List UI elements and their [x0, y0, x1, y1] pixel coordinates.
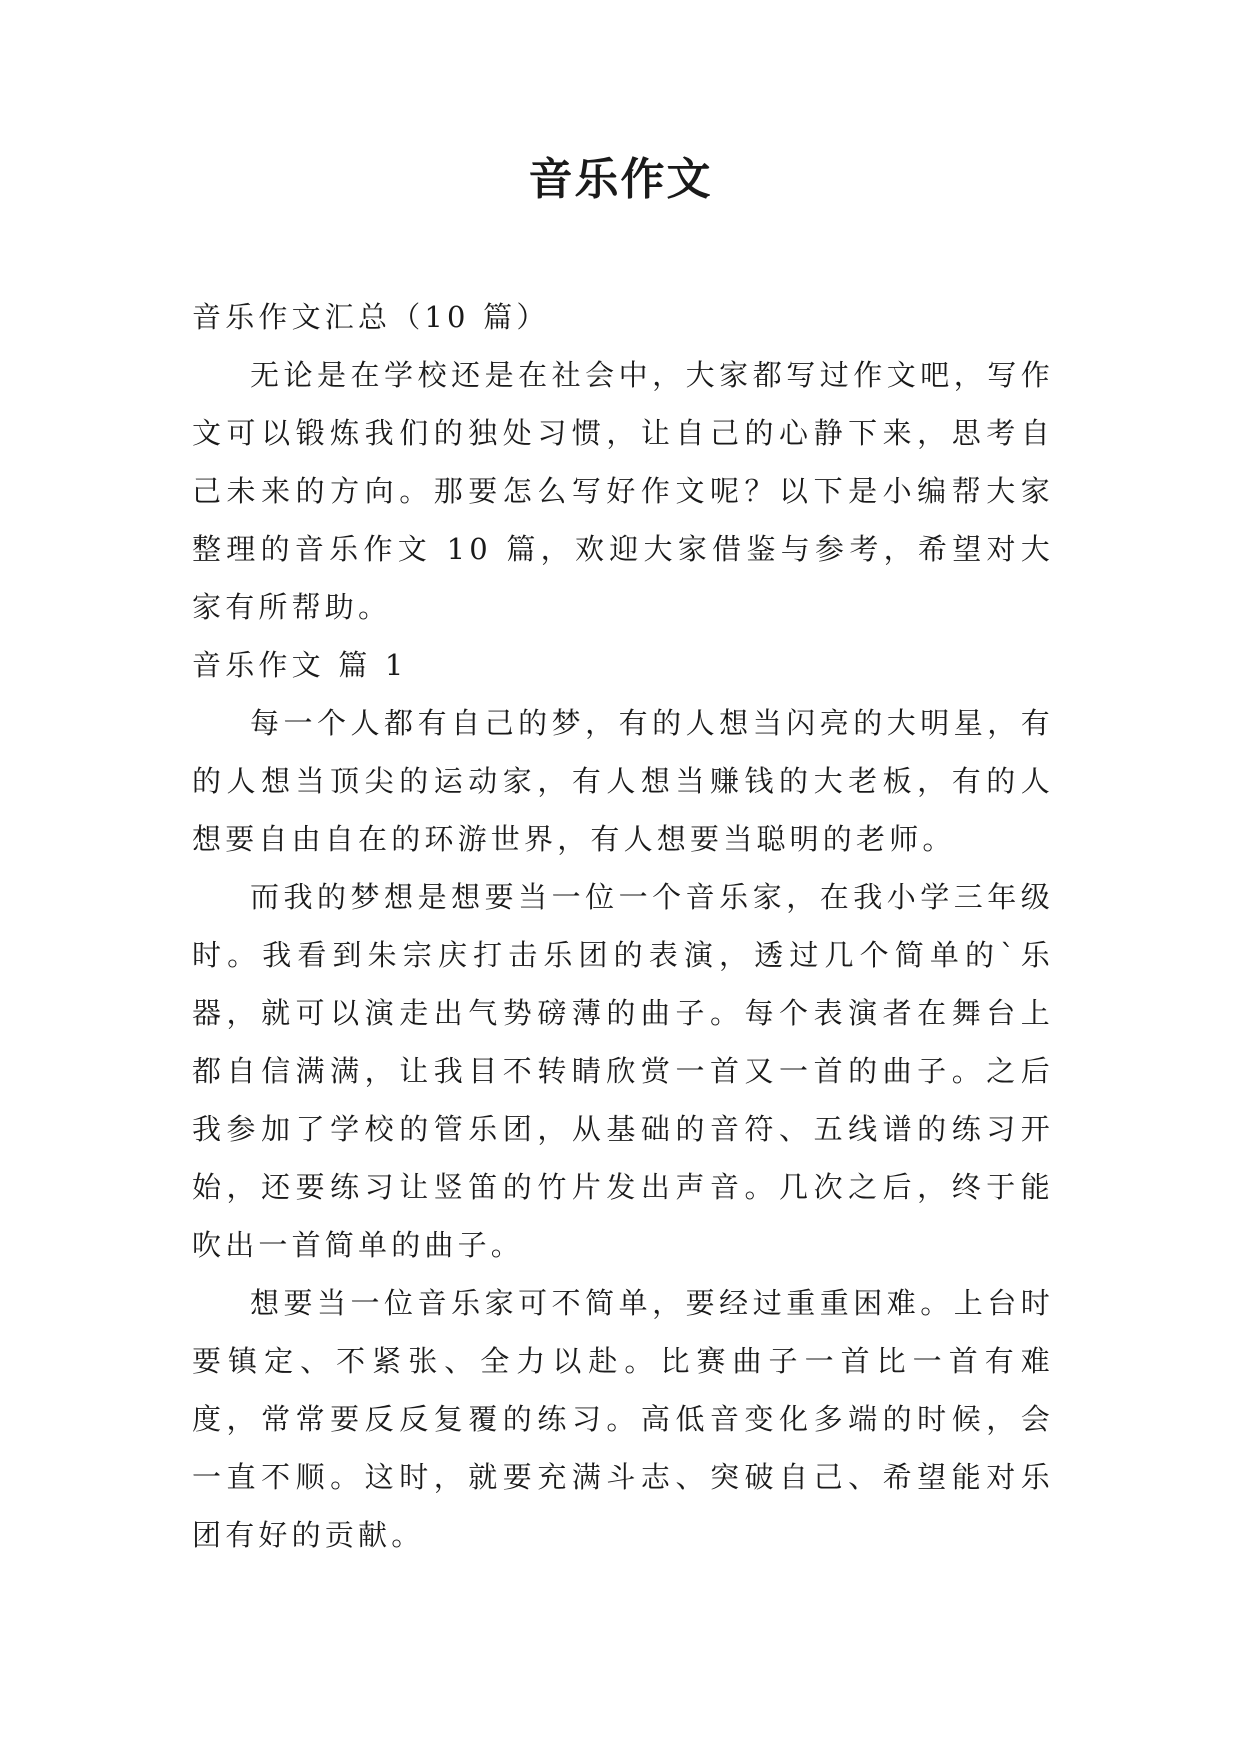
section-heading: 音乐作文 篇 1 — [192, 648, 408, 682]
body-paragraph-1: 每一个人都有自己的梦，有的人想当闪亮的大明星，有的人想当顶尖的运动家，有人想当赚钱的大老板，有的人想要自由自在的环游世界，有人想要当聪明的老师。 — [192, 706, 1054, 856]
body-paragraph-3: 想要当一位音乐家可不简单，要经过重重困难。上台时要镇定、不紧张、全力以赴。比赛曲子一首比一首有难度，常常要反反复覆的练习。高低音变化多端的时候，会一直不顺。这时，就要充满斗志、突破自己、希望能对乐团有好的贡献。 — [192, 1286, 1054, 1552]
body-paragraph-2: 而我的梦想是想要当一位一个音乐家，在我小学三年级时。我看到朱宗庆打击乐团的表演，透过几个简单的`乐器，就可以演走出气势磅薄的曲子。每个表演者在舞台上都自信满满，让我目不转睛欣赏一首又一首的曲子。之后我参加了学校的管乐团，从基础的音符、五线谱的练习开始，还要练习让竖笛的竹片发出声音。几次之后，终于能吹出一首简单的曲子。 — [192, 880, 1054, 1262]
page-title: 音乐作文 — [528, 154, 713, 205]
intro-paragraph: 无论是在学校还是在社会中，大家都写过作文吧，写作文可以锻炼我们的独处习惯，让自己的心静下来，思考自己未来的方向。那要怎么写好作文呢？以下是小编帮大家整理的音乐作文 10 篇，欢迎大家借鉴与参考，希望对大家有所帮助。 — [192, 358, 1054, 624]
document-body — [192, 288, 1054, 1564]
document-subtitle: 音乐作文汇总（10 篇） — [192, 300, 550, 334]
